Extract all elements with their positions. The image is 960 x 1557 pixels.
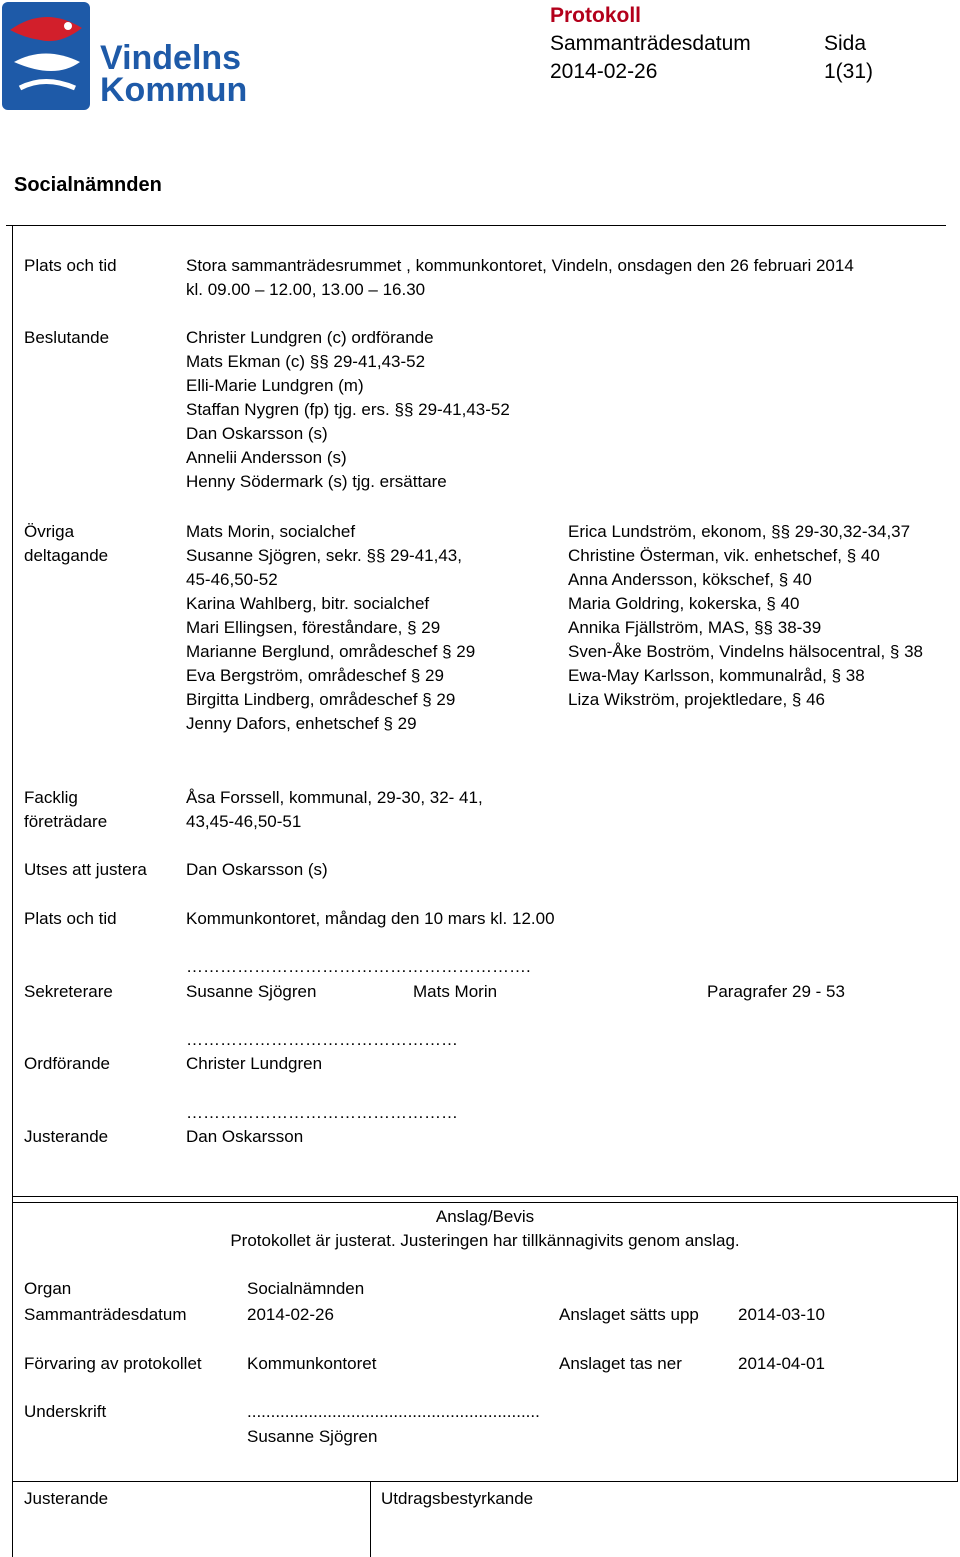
footer-separator [370, 1481, 371, 1557]
document-title: Protokoll [550, 4, 642, 27]
ovriga-label-2: deltagande [24, 546, 109, 565]
justerande-label: Justerande [24, 1127, 109, 1146]
ovriga-label-1: Övriga [24, 522, 75, 541]
anslag-title: Anslag/Bevis [435, 1207, 535, 1226]
organ-heading: Socialnämnden [14, 174, 162, 196]
beslutande-item: Annelii Andersson (s) [186, 448, 347, 467]
beslutande-item: Elli-Marie Lundgren (m) [186, 376, 364, 395]
forvaring-label: Förvaring av protokollet [24, 1354, 202, 1373]
anslag-text: Protokollet är justerat. Justeringen har tillkännagivits genom anslag. [230, 1231, 740, 1250]
justera-value: Dan Oskarsson (s) [186, 860, 328, 879]
beslutande-list [186, 326, 510, 494]
ovriga-item: Eva Bergström, områdeschef § 29 [186, 666, 444, 685]
ovriga-item: Liza Wikström, projektledare, § 46 [568, 690, 825, 709]
footer-utdragsbestyrkande: Utdragsbestyrkande [381, 1489, 534, 1508]
ovriga-item: Anna Andersson, kökschef, § 40 [568, 570, 812, 589]
vindeln-kommun-logo [0, 0, 248, 115]
plats2-label: Plats och tid [24, 909, 117, 928]
frame-right [957, 1196, 958, 1482]
tas-ner-value: 2014-04-01 [738, 1354, 825, 1373]
logo-text-line2: Kommun [100, 71, 248, 109]
forvaring-value: Kommunkontoret [247, 1354, 377, 1373]
ordforande-name: Christer Lundgren [186, 1054, 323, 1073]
justera-label: Utses att justera [24, 860, 147, 879]
divider-anslag-top [12, 1196, 958, 1197]
ovriga-item: Maria Goldring, kokerska, § 40 [568, 594, 800, 613]
underskrift-label: Underskrift [24, 1402, 107, 1421]
paragrafer: Paragrafer 29 - 53 [707, 982, 845, 1001]
beslutande-item: Dan Oskarsson (s) [186, 424, 328, 443]
beslutande-item: Christer Lundgren (c) ordförande [186, 328, 434, 347]
ovriga-item: Susanne Sjögren, sekr. §§ 29-41,43, [186, 546, 462, 565]
facklig-line1: Åsa Forssell, kommunal, 29-30, 32- 41, [186, 788, 483, 807]
ovriga-item: Ewa-May Karlsson, kommunalråd, § 38 [568, 666, 865, 685]
ordforande-dots: ………………………………………… [186, 1030, 458, 1049]
divider-footer-top [12, 1481, 958, 1482]
ovriga-item: Sven-Åke Boström, Vindelns hälsocentral, § 38 [568, 642, 923, 661]
footer-frame-left [12, 1481, 13, 1557]
sekreterare-name-2: Mats Morin [413, 982, 498, 1001]
ovriga-item: Birgitta Lindberg, områdeschef § 29 [186, 690, 456, 709]
ordforande-label: Ordförande [24, 1054, 110, 1073]
plats-label: Plats och tid [24, 256, 117, 275]
sekreterare-dots: ……………………………………………………. [186, 957, 531, 976]
beslutande-item: Staffan Nygren (fp) tjg. ers. §§ 29-41,43-52 [186, 400, 510, 419]
logo-text-line1: Vindelns [100, 39, 242, 77]
ovriga-item: Jenny Dafors, enhetschef § 29 [186, 714, 417, 733]
beslutande-item: Mats Ekman (c) §§ 29-41,43-52 [186, 352, 426, 371]
facklig-label-1: Facklig [24, 788, 78, 807]
facklig-line2: 43,45-46,50-51 [186, 812, 302, 831]
underskrift-dots: .............................................................. [247, 1402, 540, 1421]
organ-label: Organ [24, 1279, 72, 1298]
satts-upp-value: 2014-03-10 [738, 1305, 825, 1324]
organ-value: Socialnämnden [247, 1279, 365, 1298]
tas-ner-label: Anslaget tas ner [559, 1354, 682, 1373]
ovriga-item: Marianne Berglund, områdeschef § 29 [186, 642, 476, 661]
underskrift-name: Susanne Sjögren [247, 1427, 378, 1446]
ovriga-item: Erica Lundström, ekonom, §§ 29-30,32-34,37 [568, 522, 911, 541]
plats2-value: Kommunkontoret, måndag den 10 mars kl. 12.00 [186, 909, 555, 928]
footer-justerande: Justerande [24, 1489, 109, 1508]
ovriga-right-list [568, 520, 923, 712]
ovriga-item: Karina Wahlberg, bitr. socialchef [186, 594, 430, 613]
sekreterare-label: Sekreterare [24, 982, 113, 1001]
facklig-label-2: företrädare [24, 812, 108, 831]
ovriga-left-list [186, 520, 475, 736]
ovriga-item: Mari Ellingsen, föreståndare, § 29 [186, 618, 441, 637]
page-value: 1(31) [824, 60, 874, 83]
divider-anslag-top-2 [12, 1202, 958, 1203]
datum-value: 2014-02-26 [247, 1305, 334, 1324]
datum-label: Sammanträdesdatum [24, 1305, 187, 1324]
plats-line2: kl. 09.00 – 12.00, 13.00 – 16.30 [186, 280, 426, 299]
ovriga-item: Christine Österman, vik. enhetschef, § 40 [568, 546, 880, 565]
ovriga-item: Annika Fjällström, MAS, §§ 38-39 [568, 618, 822, 637]
sekreterare-name-1: Susanne Sjögren [186, 982, 317, 1001]
ovriga-item: 45-46,50-52 [186, 570, 278, 589]
page-label: Sida [824, 32, 867, 55]
divider-top [6, 225, 946, 226]
satts-upp-label: Anslaget sätts upp [559, 1305, 699, 1324]
beslutande-label: Beslutande [24, 328, 110, 347]
justerande-name: Dan Oskarsson [186, 1127, 304, 1146]
beslutande-item: Henny Södermark (s) tjg. ersättare [186, 472, 447, 491]
date-label: Sammanträdesdatum [550, 32, 751, 55]
date-value: 2014-02-26 [550, 60, 658, 83]
justerande-dots: ………………………………………… [186, 1103, 458, 1122]
frame-left-top [12, 225, 13, 1495]
plats-line1: Stora sammanträdesrummet , kommunkontoret, Vindeln, onsdagen den 26 februari 2014 [186, 256, 854, 275]
ovriga-item: Mats Morin, socialchef [186, 522, 356, 541]
